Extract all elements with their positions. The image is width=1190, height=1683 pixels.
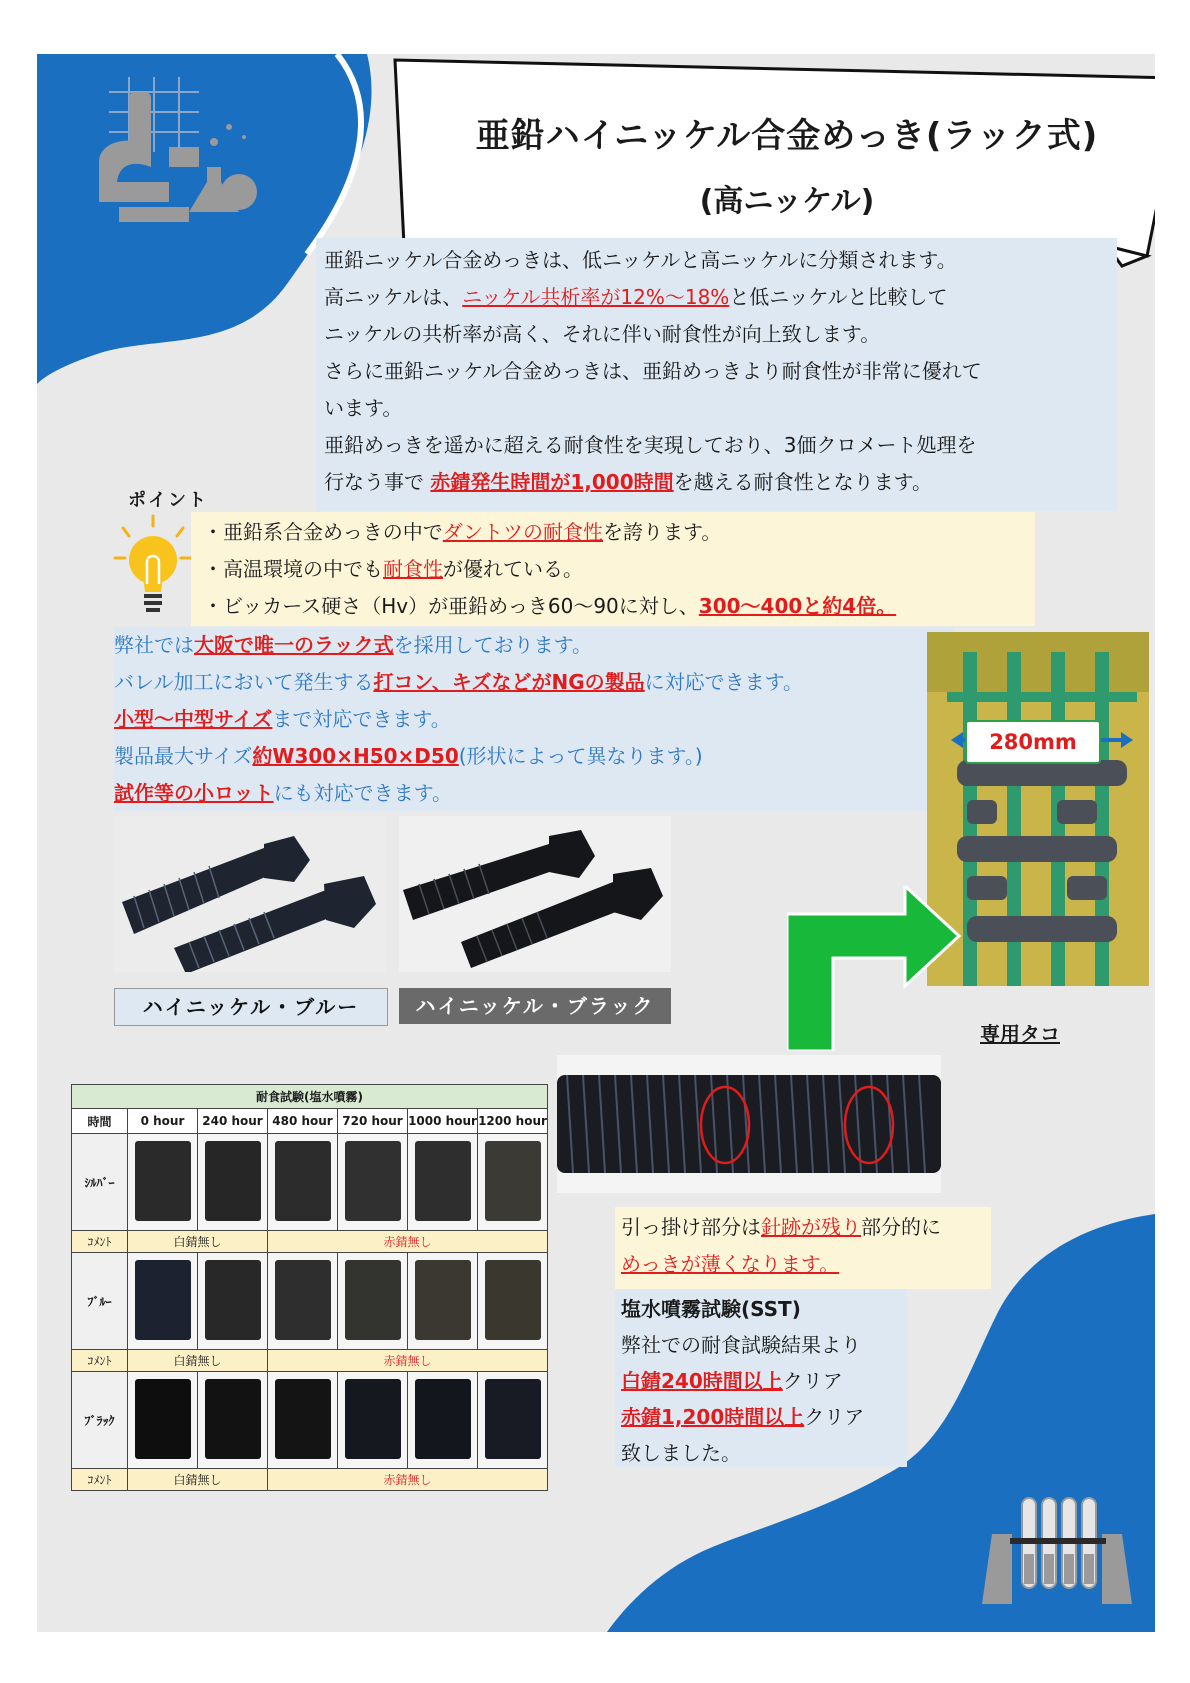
- rack-line: バレル加工において発生する打コン、キズなどがNGの製品に対応できます。: [114, 670, 804, 694]
- point-list: [191, 512, 1035, 626]
- comment-row: ｺﾒﾝﾄ 白錆無し 赤錆無し: [72, 1231, 548, 1253]
- comment-row: ｺﾒﾝﾄ 白錆無し 赤錆無し: [72, 1350, 548, 1372]
- green-arrow-icon: [787, 886, 987, 1051]
- sst-line: 赤錆1,200時間以上クリア: [621, 1405, 865, 1429]
- corrosion-test-table: [71, 1084, 548, 1491]
- table-header-hour: 0 hour: [128, 1109, 198, 1134]
- intro-line: 亜鉛めっきを遥かに超える耐食性を実現しており、3価クロメート処理を: [324, 433, 977, 457]
- dimension-label: 280mm: [965, 720, 1101, 764]
- lightbulb-icon: [113, 514, 193, 624]
- sst-result: [615, 1289, 907, 1467]
- table-row: [72, 1253, 548, 1350]
- point-label: ポイント: [128, 490, 208, 511]
- intro-text: [316, 238, 1117, 511]
- row-label: ﾌﾞﾙｰ: [72, 1253, 128, 1350]
- row-label: ｼﾙﾊﾞｰ: [72, 1134, 128, 1231]
- table-title: 耐食試験(塩水噴霧): [72, 1085, 548, 1109]
- intro-line: 高ニッケルは、ニッケル共析率が12%～18%と低ニッケルと比較して: [324, 285, 948, 309]
- table-header-hour: 1000 hour: [408, 1109, 478, 1134]
- sst-line: 白錆240時間以上クリア: [621, 1369, 843, 1393]
- table-row: [72, 1372, 548, 1469]
- page: [37, 54, 1155, 1632]
- intro-line: 行なう事で 赤錆発生時間が1,000時間を越える耐食性となります。: [324, 470, 933, 494]
- table-header-hour: 720 hour: [338, 1109, 408, 1134]
- table-row: [72, 1134, 548, 1231]
- hook-note: [615, 1207, 991, 1289]
- table-header-time: 時間: [72, 1109, 128, 1134]
- intro-line: います。: [324, 396, 403, 420]
- bolt-photo-black: [399, 816, 671, 972]
- caption-blue: ハイニッケル・ブルー: [114, 988, 388, 1026]
- intro-line: ニッケルの共析率が高く、それに伴い耐食性が向上致します。: [324, 322, 881, 346]
- intro-line: さらに亜鉛ニッケル合金めっきは、亜鉛めっきより耐食性が非常に優れて: [324, 359, 982, 383]
- sst-heading: 塩水噴霧試験(SST): [621, 1297, 801, 1321]
- point-item: ・ビッカース硬さ（Hv）が亜鉛めっき60～90に対し、300～400と約4倍。: [203, 594, 897, 618]
- point-item: ・亜鉛系合金めっきの中でダントツの耐食性を誇ります。: [203, 520, 722, 544]
- rack-line: 弊社では大阪で唯一のラック式を採用しております。: [114, 633, 593, 657]
- table-header-hour: 240 hour: [198, 1109, 268, 1134]
- comment-row: ｺﾒﾝﾄ 白錆無し 赤錆無し: [72, 1469, 548, 1491]
- thread-closeup-photo: [557, 1055, 941, 1193]
- sst-line: 致しました。: [621, 1441, 741, 1465]
- rack-line: 試作等の小ロットにも対応できます。: [114, 781, 453, 805]
- test-tubes-icon: [982, 1494, 1132, 1604]
- rack-line: 製品最大サイズ約W300×H50×D50(形状によって異なります。): [114, 744, 703, 768]
- row-label: ﾌﾞﾗｯｸ: [72, 1372, 128, 1469]
- tako-caption: 専用タコ: [980, 1022, 1060, 1046]
- point-item: ・高温環境の中でも耐食性が優れている。: [203, 557, 583, 581]
- hook-line: めっきが薄くなります。: [621, 1252, 840, 1276]
- caption-black: ハイニッケル・ブラック: [399, 988, 671, 1024]
- rack-line: 小型～中型サイズまで対応できます。: [114, 707, 451, 731]
- sst-line: 弊社での耐食試験結果より: [621, 1333, 861, 1357]
- page-subtitle: (高ニッケル): [699, 184, 875, 219]
- table-header-hour: 1200 hour: [478, 1109, 548, 1134]
- intro-line: 亜鉛ニッケル合金めっきは、低ニッケルと高ニッケルに分類されます。: [324, 248, 957, 272]
- page-title: 亜鉛ハイニッケル合金めっき(ラック式): [475, 116, 1099, 156]
- microscope-flask-icon: [89, 72, 259, 232]
- table-header-hour: 480 hour: [268, 1109, 338, 1134]
- bolt-photo-blue: [114, 816, 386, 972]
- rack-info: [114, 627, 954, 811]
- hook-line: 引っ掛け部分は針跡が残り部分的に: [621, 1215, 941, 1239]
